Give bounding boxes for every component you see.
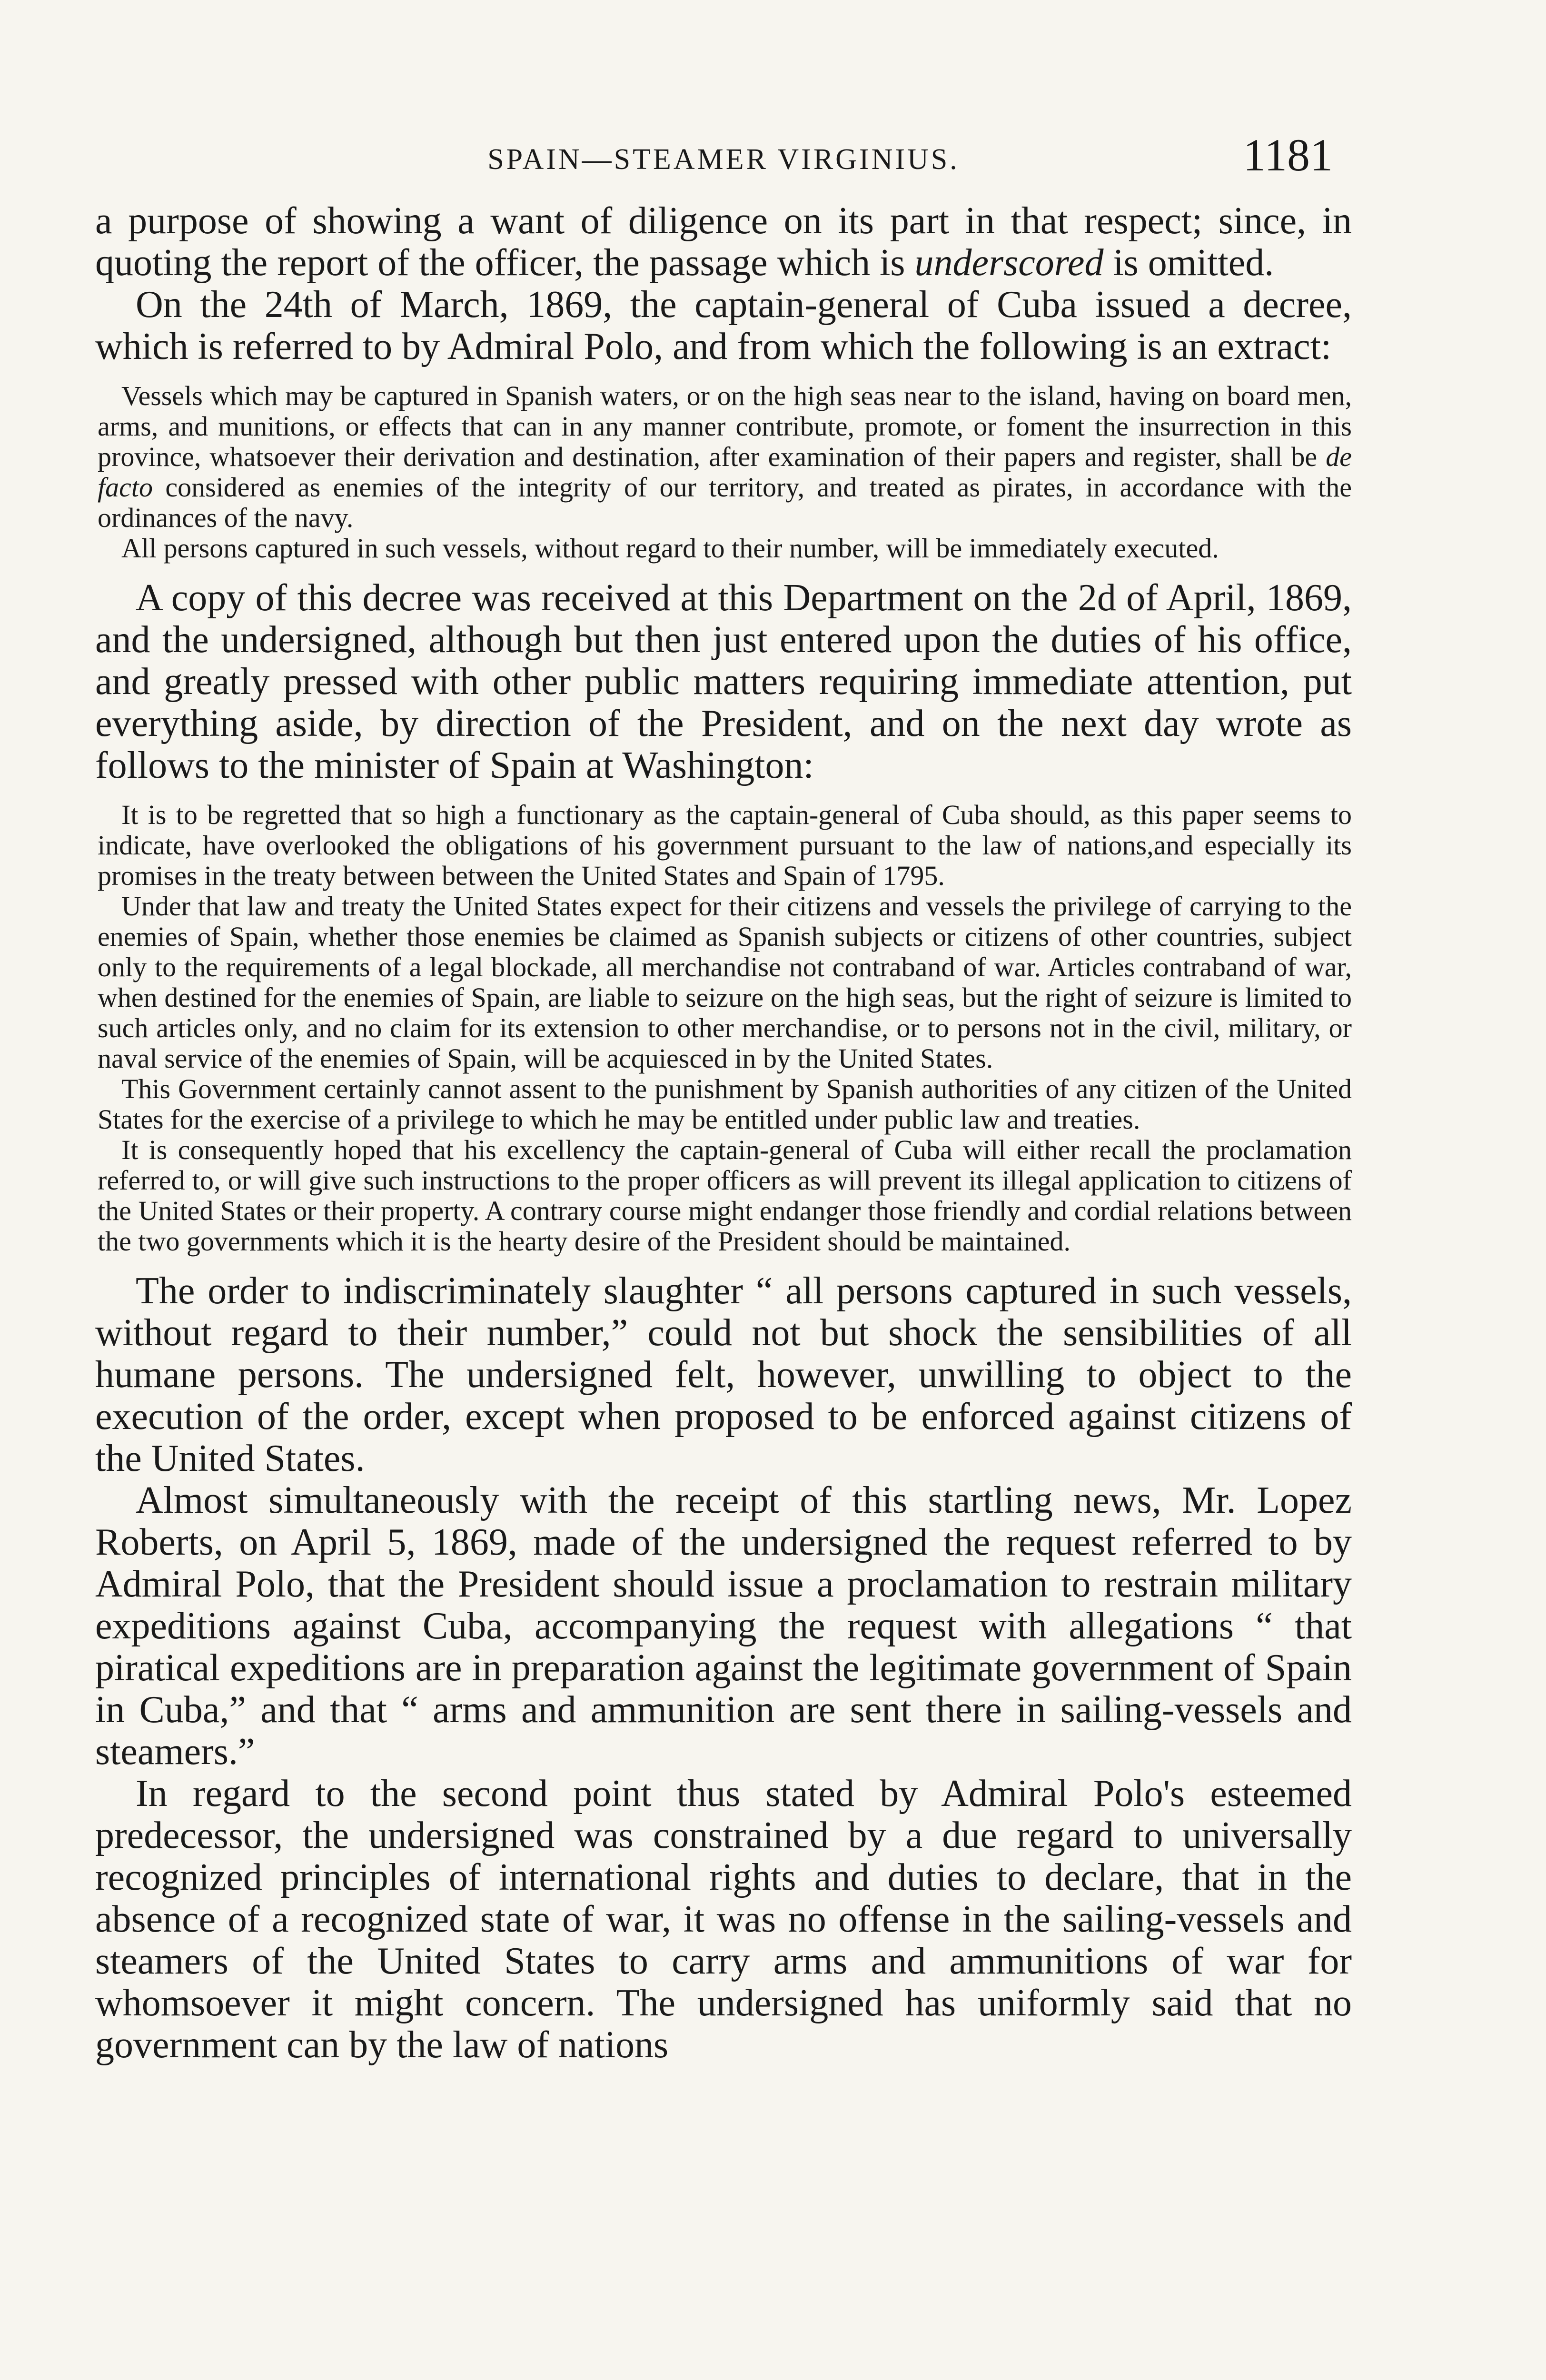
paragraph-continuation (95, 200, 1352, 284)
p1-text: a purpose of showing a want of diligence on its part in that respect; since, in quoting the report of the officer, the passage which is (95, 200, 1352, 284)
running-title: SPAIN—STEAMER VIRGINIUS. (487, 143, 960, 176)
q1-text: Vessels which may be captured in Spanish waters, or on the high seas near to the island, having on board men, arms, and munitions, or effects that can in any manner contribute, promote, or foment the insurrection in this province, whatsoever their derivation and destination, after examination of their papers and register, shall be (98, 380, 1352, 472)
quote-paragraph (98, 381, 1352, 533)
paragraph-order-slaughter: The order to indiscriminately slaughter “ all persons captured in such vessels, without regard to their number,” could not but shock the sensibilities of all humane persons. The undersigned felt, however, unwilling to object to the execution of the order, except when proposed to be enforced against citizens of the United States. (95, 1270, 1352, 1479)
paragraph-decree-intro: On the 24th of March, 1869, the captain-general of Cuba issued a decree, which is referred to by Admiral Polo, and from which the following is an extract: (95, 284, 1352, 367)
italic-de-facto: de facto (98, 441, 1352, 503)
document-page (95, 124, 1352, 2066)
paragraph-second-point: In regard to the second point thus stated by Admiral Polo's esteemed predecessor, the undersigned was constrained by a due regard to universally recognized principles of international rights and duties to declare, that in the absence of a recognized state of war, it was no offense in the sailing-vessels and steamers of the United States to carry arms and ammunitions of war for whomsoever it might concern. The undersigned has uniformly said that no government can by the law of nations (95, 1773, 1352, 2066)
running-head (95, 124, 1352, 181)
quote-paragraph: This Government certainly cannot assent to the punishment by Spanish authorities of any citizen of the United States for the exercise of a privilege to which he may be entitled under public law and treaties. (98, 1073, 1352, 1135)
letter-to-minister-quote (95, 800, 1352, 1257)
decree-extract-quote (95, 381, 1352, 564)
p1-text-end: is omitted. (1103, 242, 1274, 284)
quote-paragraph: Under that law and treaty the United States expect for their citizens and vessels the privilege of carrying to the enemies of Spain, whether those enemies be claimed as Spanish subjects or citizens of other countries, subject only to the requirements of a legal blockade, all merchandise not contraband of war. Articles contraband of war, when destined for the enemies of Spain, are liable to seizure on the high seas, but the right of seizure is limited to such articles only, and no claim for its extension to other merchandise, or to persons not in the civil, military, or naval service of the enemies of Spain, will be acquiesced in by the United States. (98, 891, 1352, 1074)
italic-underscored: underscored (914, 242, 1104, 284)
quote-paragraph: It is consequently hoped that his excellency the captain-general of Cuba will either recall the proclamation referred to, or will give such instructions to the proper officers as will prevent its illegal application to citizens of the United States or their property. A contrary course might endanger those friendly and cordial relations between the two governments which it is the hearty desire of the President should be maintained. (98, 1134, 1352, 1257)
quote-paragraph: All persons captured in such vessels, without regard to their number, will be immediately executed. (121, 533, 1219, 564)
q1-text-end: considered as enemies of the integrity of our territory, and treated as pirates, in accordance with the ordinances of the navy. (98, 472, 1352, 533)
body-text (95, 200, 1352, 2066)
page-number: 1181 (1243, 129, 1333, 180)
paragraph-lopez-roberts: Almost simultaneously with the receipt of this startling news, Mr. Lopez Roberts, on April 5, 1869, made of the undersigned the request referred to by Admiral Polo, that the President should issue a proclamation to restrain military expeditions against Cuba, accompanying the request with allegations “ that piratical expeditions are in preparation against the legitimate government of Spain in Cuba,” and that “ arms and ammunition are sent there in sailing-vessels and steamers.” (95, 1479, 1352, 1773)
quote-paragraph: It is to be regretted that so high a functionary as the captain-general of Cuba should, as this paper seems to indicate, have overlooked the obligations of his government pursuant to the law of nations,and especially its promises in the treaty between between the United States and Spain of 1795. (98, 799, 1352, 891)
paragraph-copy-received: A copy of this decree was received at this Department on the 2d of April, 1869, and the undersigned, although but then just entered upon the duties of his office, and greatly pressed with other public matters requiring immediate attention, put everything aside, by direction of the President, and on the next day wrote as follows to the minister of Spain at Washington: (95, 577, 1352, 786)
